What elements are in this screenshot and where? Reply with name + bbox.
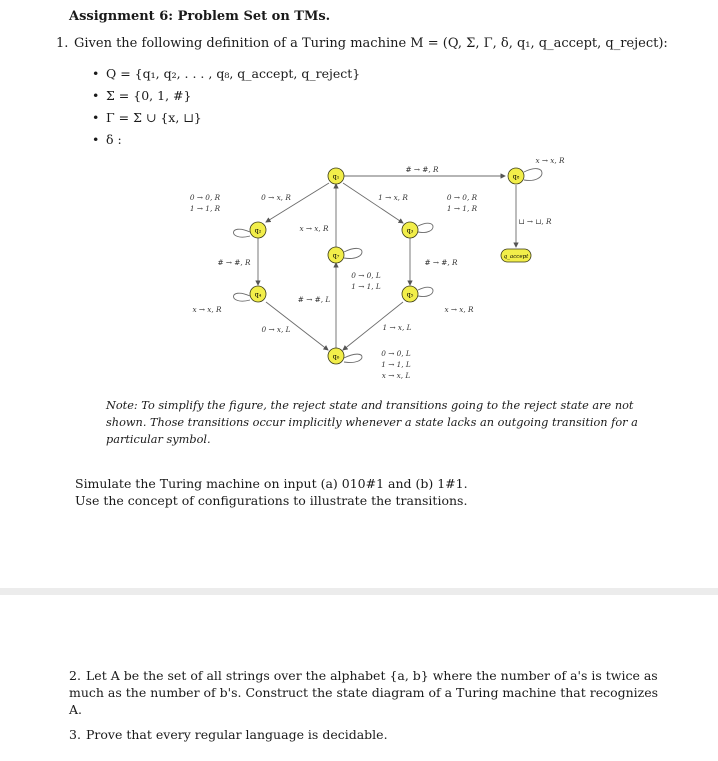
- state-q7: [328, 247, 344, 263]
- loop-q2: [234, 229, 251, 237]
- label-q8-loop: x → x, R: [535, 156, 565, 165]
- definition-transition: • δ :: [92, 132, 122, 147]
- label-q4-loop: x → x, R: [192, 305, 222, 314]
- state-q4: [250, 286, 266, 302]
- problem-1-intro: [56, 36, 668, 51]
- svg-text:q₃: q₃: [406, 226, 414, 235]
- svg-text:q₇: q₇: [332, 251, 340, 260]
- state-q3: [402, 222, 418, 238]
- label-q7-q1: x → x, R: [299, 224, 329, 233]
- label-q8-accept: ⊔ → ⊔, R: [518, 217, 552, 226]
- label-q3-loop-1: 1 → 1, R: [446, 204, 478, 213]
- svg-text:q₄: q₄: [254, 290, 262, 299]
- svg-text:q₈: q₈: [512, 172, 520, 181]
- problem-1-number: 1.: [56, 36, 69, 51]
- definition-input-alphabet: • Σ = {0, 1, #}: [92, 88, 192, 103]
- label-q3-q5: # → #, R: [424, 258, 458, 267]
- edge-q1-q2: [266, 183, 329, 222]
- problem-2-number: 2.: [69, 668, 81, 683]
- simulation-instructions: [75, 475, 468, 509]
- problem-1-text: Given the following definition of a Turing machine M = (Q, Σ, Γ, δ, q₁, q_accept, q_reject):: [74, 36, 668, 51]
- simulate-line-1: Simulate the Turing machine on input (a) 010#1 and (b) 1#1.: [75, 476, 468, 491]
- label-q6-loop-x: x → x, L: [381, 371, 411, 380]
- diagram-note: Note: To simplify the figure, the reject state and transitions going to the reject state are not shown. Those transitions occur implicitly whenever a state lacks an outgoing transition for a particular symbol.: [106, 399, 638, 446]
- svg-text:q₂: q₂: [254, 226, 262, 235]
- label-q6-q7: # → #, L: [297, 295, 331, 304]
- loop-q7: [344, 248, 362, 258]
- label-q2-loop-1: 1 → 1, R: [189, 204, 221, 213]
- definition-tape-alphabet: • Γ = Σ ∪ {x, ⊔}: [92, 110, 202, 125]
- label-q4-q6: 0 → x, L: [261, 325, 291, 334]
- loop-q8: [524, 169, 542, 181]
- svg-text:q_accept: q_accept: [503, 254, 529, 260]
- state-q5: [402, 286, 418, 302]
- assignment-title: Assignment 6: Problem Set on TMs.: [69, 9, 331, 24]
- edge-labels: [190, 156, 565, 380]
- turing-machine-diagram: [170, 150, 610, 390]
- label-q5-loop: x → x, R: [444, 305, 474, 314]
- label-q1-q8: # → #, R: [405, 165, 439, 174]
- svg-text:q₁: q₁: [332, 172, 340, 181]
- label-q7-loop-1: 1 → 1, L: [351, 282, 381, 291]
- label-q6-loop-0: 0 → 0, L: [381, 349, 411, 358]
- loop-q3: [418, 223, 433, 232]
- label-q1-q2: 0 → x, R: [261, 193, 291, 202]
- svg-text:q₆: q₆: [332, 352, 340, 361]
- problem-3-text: Prove that every regular language is decidable.: [86, 727, 388, 742]
- loop-q5: [418, 287, 433, 296]
- problem-2-text: Let A be the set of all strings over the alphabet {a, b} where the number of a's is twice as much as the number of b's. Construct the state diagram of a Turing machine that recognizes A.: [69, 668, 659, 717]
- label-q6-loop-1: 1 → 1, L: [381, 360, 411, 369]
- label-q2-loop-0: 0 → 0, R: [189, 193, 221, 202]
- state-q1: [328, 168, 344, 184]
- problem-3: [69, 727, 388, 742]
- state-accept: [501, 249, 531, 262]
- edge-q1-q3: [343, 183, 403, 223]
- loop-q4: [234, 293, 251, 301]
- loop-q6: [344, 354, 362, 362]
- problem-3-number: 3.: [69, 727, 81, 742]
- simulate-line-2: Use the concept of configurations to illustrate the transitions.: [75, 493, 468, 508]
- label-q2-q4: # → #, R: [217, 258, 251, 267]
- label-q1-q3: 1 → x, R: [378, 193, 408, 202]
- definition-list: [92, 64, 360, 152]
- problem-2: [69, 667, 669, 718]
- state-q8: [508, 168, 524, 184]
- label-q7-loop-0: 0 → 0, L: [351, 271, 381, 280]
- label-q3-loop-0: 0 → 0, R: [446, 193, 478, 202]
- state-q2: [250, 222, 266, 238]
- label-q5-q6: 1 → x, L: [382, 323, 412, 332]
- page-2: [0, 595, 718, 761]
- definition-states: • Q = {q₁, q₂, . . . , q₈, q_accept, q_reject}: [92, 66, 361, 81]
- page-separator: [0, 588, 718, 595]
- state-q6: [328, 348, 344, 364]
- svg-text:q₅: q₅: [406, 290, 414, 299]
